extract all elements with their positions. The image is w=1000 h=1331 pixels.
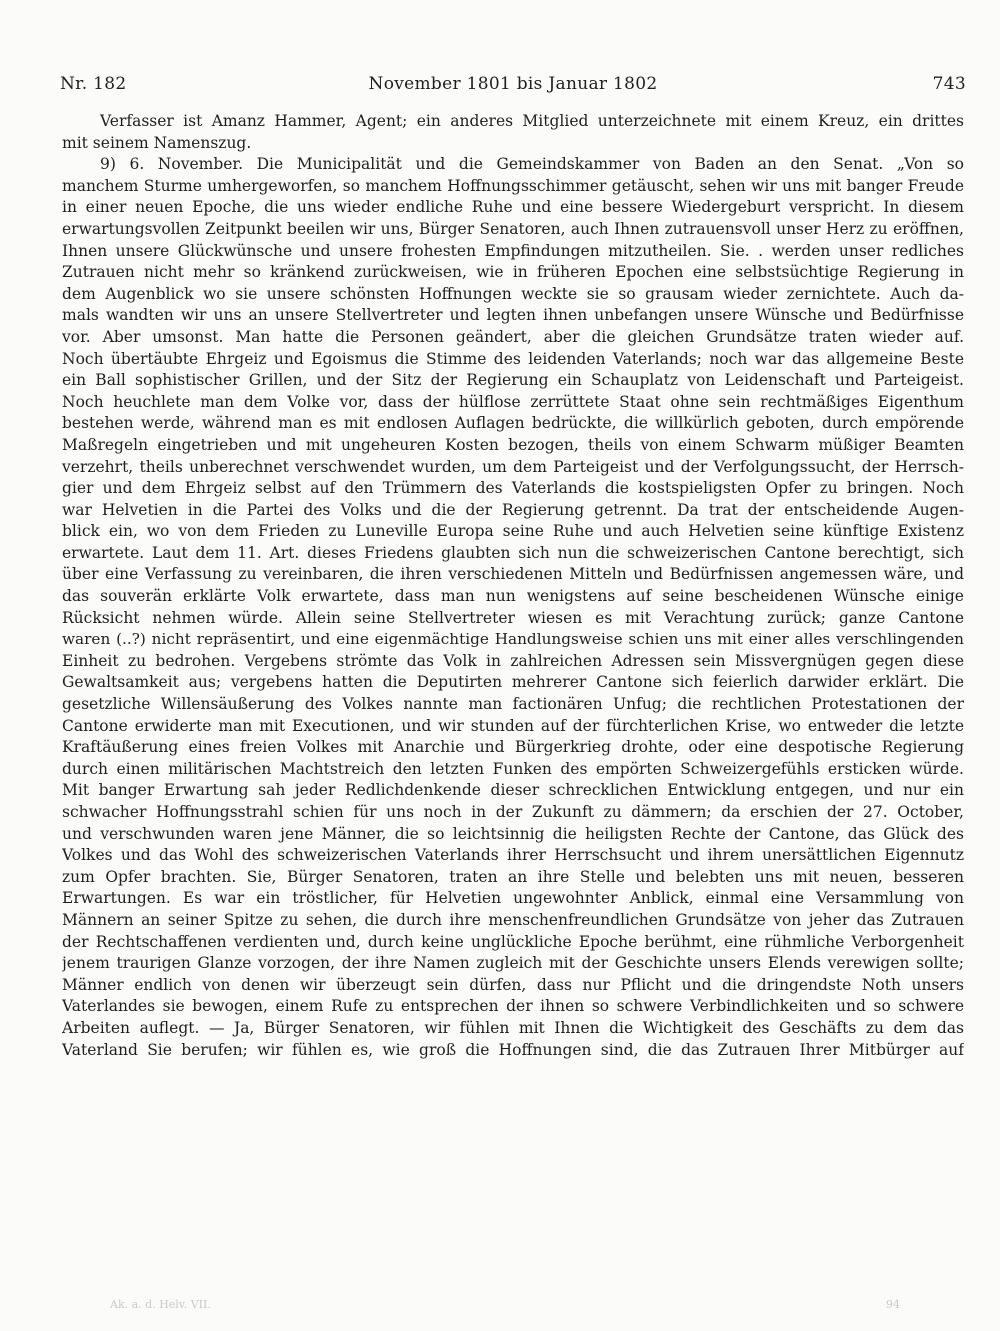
text-line: Gewaltsamkeit aus; vergebens hatten die Deputirten mehrerer Cantone sich feierlich darwider erklärt. Die — [62, 673, 964, 692]
text-line: verzehrt, theils unberechnet verschwendet wurden, um dem Parteigeist und der Verfolgungssucht, der Herrsch- — [62, 457, 964, 476]
text-line: Vaterlandes sie bewogen, einem Rufe zu entsprechen der ihnen so schwere Verbindlichkeiten und so schwere — [62, 997, 964, 1016]
text-line: in einer neuen Epoche, die uns wieder endliche Ruhe und eine bessere Wiedergeburt verspricht. In diesem — [62, 198, 964, 217]
text-line: Männern an seiner Spitze zu sehen, die durch ihre menschenfreundlichen Grundsätze von jeher das Zutrauen — [62, 910, 964, 929]
document-number: Nr. 182 — [60, 74, 127, 94]
text-line: Mit banger Erwartung sah jeder Redlichdenkende dieser schrecklichen Entwicklung entgegen, und nur ein — [62, 781, 964, 800]
text-line: Cantone erwiderte man mit Executionen, und wir stunden auf der fürchterlichen Krise, wo entweder die letzte — [62, 716, 964, 735]
text-line: gesetzliche Willensäußerung des Volkes nannte man factionären Unfug; die rechtlichen Protestationen der — [62, 695, 964, 714]
running-title: November 1801 bis Januar 1802 — [368, 74, 658, 94]
text-line: jenem traurigen Glanze vorzogen, der ihre Namen zugleich mit der Geschichte unsers Elends verewigen sollte; — [62, 954, 964, 973]
text-line: schwacher Hoffnungsstrahl schien für uns noch in der Zukunft zu dämmern; da erschien der 27. October, — [62, 803, 964, 821]
text-line: erwartete. Laut dem 11. Art. dieses Friedens glaubten sich nun die schweizerischen Cantone berechtigt, sich — [62, 543, 964, 562]
footer-signature: Ak. a. d. Helv. VII. — [110, 1298, 211, 1311]
text-line: mals wandten wir uns an unsere Stellvertreter und legten ihnen unbefangen unsere Wünsche und Bedürfnisse — [62, 306, 964, 325]
text-line: und verschwunden waren jene Männer, die so leichtsinnig die heiligsten Rechte der Cantone, das Glück des — [62, 824, 964, 843]
text-line: waren (..?) nicht repräsentirt, und eine eigenmächtige Handlungsweise schien uns mit einer alles verschlingenden — [62, 630, 964, 649]
text-line: bestehen werde, während man es mit endlosen Auflagen bedrückte, die willkürlich geboten, durch empörende — [62, 414, 964, 433]
text-line: das souverän erklärte Volk erwartete, dass man nun wenigstens auf seine bescheidenen Wünsche einige — [62, 587, 964, 606]
text-line: ein Ball sophistischer Grillen, und der Sitz der Regierung ein Schauplatz von Leidenschaft und Parteigeist. — [62, 371, 964, 390]
text-line: Maßregeln eingetrieben und mit ungeheuren Kosten bezogen, theils von einem Schwarm müßiger Beamten — [62, 435, 964, 454]
page-footer-bleedthrough — [110, 1298, 900, 1316]
text-line: Einheit zu bedrohen. Vergebens strömte das Volk in zahlreichen Adressen sein Missvergnügen gegen diese — [62, 651, 964, 670]
text-line: Arbeiten auflegt. — Ja, Bürger Senatoren, wir fühlen mit Ihnen die Wichtigkeit des Geschäfts zu dem das — [62, 1018, 964, 1037]
text-line: der Rechtschaffenen verdienten und, durch keine unglückliche Epoche berühmt, eine rühmliche Verborgenheit — [62, 932, 964, 951]
text-line: vor. Aber umsonst. Man hatte die Personen geändert, aber die gleichen Grundsätze traten wieder auf. — [62, 327, 964, 346]
text-line: Vaterland Sie berufen; wir fühlen es, wie groß die Hoffnungen sind, die das Zutrauen Ihrer Mitbürger auf — [62, 1040, 964, 1059]
text-line: erwartungsvollen Zeitpunkt beeilen wir uns, Bürger Senatoren, auch Ihnen zutrauensvoll unser Herz zu eröffnen, — [62, 219, 964, 238]
page-number: 743 — [932, 74, 966, 94]
text-line: Männer endlich von denen wir überzeugt sein dürfen, dass nur Pflicht und die dringendste Noth unsers — [62, 975, 964, 994]
text-line: durch einen militärischen Machtstreich den letzten Funken des empörten Schweizergefühls ersticken würde. — [62, 759, 964, 778]
text-line: Rücksicht nehmen würde. Allein seine Stellvertreter wiesen es mit Verachtung zurück; ganze Cantone — [62, 608, 964, 627]
text-line: Zutrauen nicht mehr so kränkend zurückweisen, wie in früheren Epochen eine selbstsüchtige Regierung in — [62, 263, 964, 282]
text-line: Noch übertäubte Ehrgeiz und Egoismus die Stimme des leidenden Vaterlands; noch war das allgemeine Beste — [62, 349, 964, 368]
body-text — [62, 111, 964, 1061]
text-line: Volkes und das Wohl des schweizerischen Vaterlands ihrer Herrschsucht und ihrem unersättlichen Eigennutz — [62, 846, 964, 865]
text-line: Verfasser ist Amanz Hammer, Agent; ein anderes Mitglied unterzeichnete mit einem Kreuz, ein drittes — [100, 112, 964, 130]
text-line: Noch heuchlete man dem Volke vor, dass der hülflose zerrüttete Staat ohne sein rechtmäßiges Eigenthum — [62, 392, 964, 411]
text-line: Erwartungen. Es war ein tröstlicher, für Helvetien ungewohnter Anblick, einmal eine Versammlung von — [62, 889, 964, 908]
page-header — [60, 74, 966, 98]
text-line: dem Augenblick wo sie unsere schönsten Hoffnungen weckte sie so grausam wieder zernichtete. Auch da- — [62, 284, 964, 303]
text-line: zum Opfer brachten. Sie, Bürger Senatoren, traten an ihre Stelle und belebten uns mit neuen, besseren — [62, 867, 964, 886]
text-line: blick ein, wo von dem Frieden zu Luneville Europa seine Ruhe und auch Helvetien seine künftige Existenz — [62, 522, 964, 541]
text-line: mit seinem Namenszug. — [62, 133, 252, 152]
footer-sheet-number: 94 — [886, 1298, 900, 1311]
text-line: gier und dem Ehrgeiz selbst auf den Trümmern des Vaterlands die kostspieligsten Opfer zu bringen. Noch — [62, 479, 964, 498]
text-line: 9) 6. November. Die Municipalität und die Gemeindskammer von Baden an den Senat. „Von so — [100, 155, 964, 174]
text-line: Kraftäußerung eines freien Volkes mit Anarchie und Bürgerkrieg drohte, oder eine despotische Regierung — [62, 738, 964, 757]
text-line: Ihnen unsere Glückwünsche und unsere frohesten Empfindungen mitzutheilen. Sie. . werden unser redliches — [62, 241, 964, 260]
text-line: war Helvetien in die Partei des Volks und die der Regierung getrennt. Da trat der entscheidende Augen- — [62, 500, 964, 519]
text-line: über eine Verfassung zu vereinbaren, die ihren verschiedenen Mitteln und Bedürfnissen angemessen wäre, und — [62, 565, 964, 584]
text-line: manchem Sturme umhergeworfen, so manchem Hoffnungsschimmer getäuscht, sehen wir uns mit banger Freude — [62, 176, 964, 195]
